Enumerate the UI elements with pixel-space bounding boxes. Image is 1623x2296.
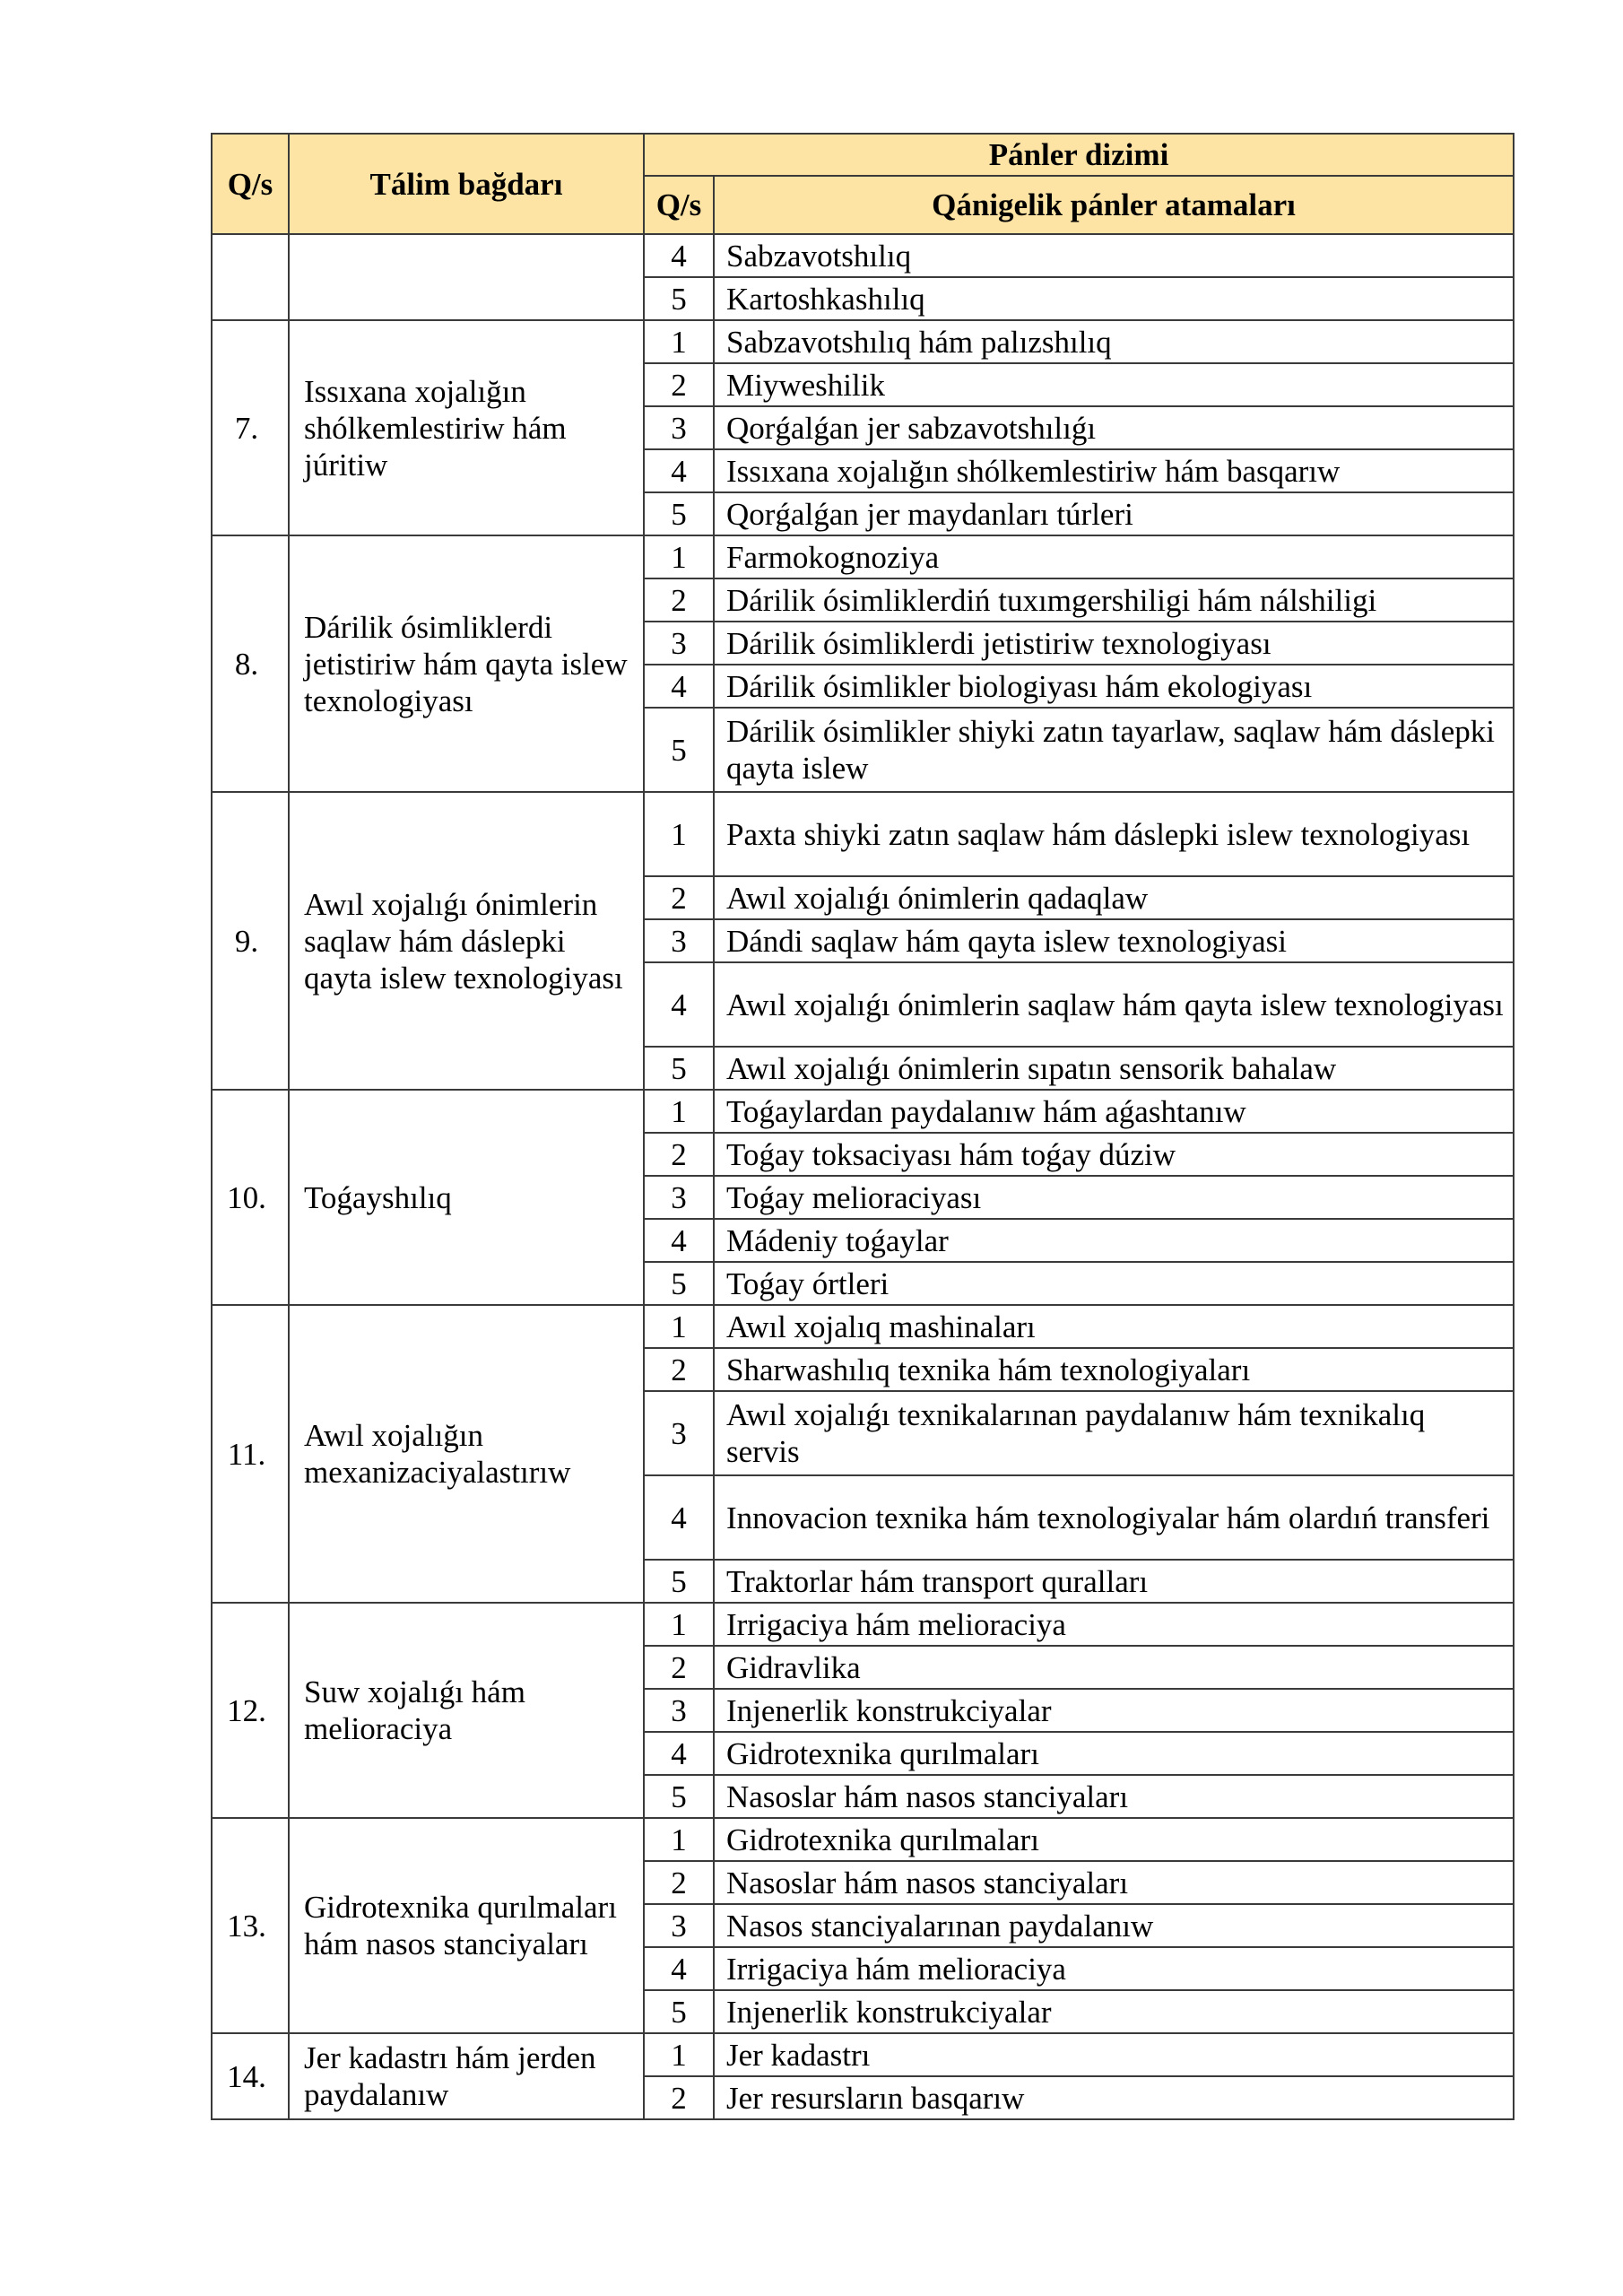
subject-name: Dándi saqlaw hám qayta islew texnologiyasi	[714, 919, 1514, 962]
subject-name: Toǵay órtleri	[714, 1262, 1514, 1305]
direction-number: 11.	[212, 1305, 289, 1603]
table-row	[212, 792, 1514, 876]
direction-name: Suw xojalıǵı hám melioraciya	[289, 1603, 644, 1818]
direction-name: Gidrotexnika qurılmaları hám nasos stanciyaları	[289, 1818, 644, 2033]
subject-name: Awıl xojalıq mashinaları	[714, 1305, 1514, 1348]
subject-name: Sabzavotshılıq hám palızshılıq	[714, 320, 1514, 363]
subject-name: Dárilik ósimlikler biologiyası hám ekologiyası	[714, 665, 1514, 708]
direction-number: 12.	[212, 1603, 289, 1818]
subject-name: Farmokognoziya	[714, 535, 1514, 578]
subject-number: 4	[644, 1475, 714, 1560]
subject-number: 5	[644, 492, 714, 535]
subject-number: 2	[644, 363, 714, 406]
subject-name: Jer kadastrı	[714, 2033, 1514, 2076]
subject-number: 5	[644, 1560, 714, 1603]
subject-number: 1	[644, 792, 714, 876]
subject-number: 4	[644, 962, 714, 1047]
direction-name: Awıl xojalığın mexanizaciyalastırıw	[289, 1305, 644, 1603]
direction-name: Issıxana xojalığın shólkemlestiriw hám júritiw	[289, 320, 644, 535]
direction-number	[212, 234, 289, 320]
direction-number: 8.	[212, 535, 289, 792]
direction-name: Awıl xojalıǵı ónimlerin saqlaw hám dáslepki qayta islew texnologiyası	[289, 792, 644, 1090]
subject-name: Gidrotexnika qurılmaları	[714, 1732, 1514, 1775]
direction-name: Dárilik ósimliklerdi jetistiriw hám qayta islew texnologiyası	[289, 535, 644, 792]
subject-name: Gidrotexnika qurılmaları	[714, 1818, 1514, 1861]
direction-name: Jer kadastrı hám jerden paydalanıw	[289, 2033, 644, 2119]
subject-name: Toǵay melioraciyası	[714, 1176, 1514, 1219]
header-sub-qs: Q/s	[644, 176, 714, 234]
header-subject-names: Qánigelik pánler atamaları	[714, 176, 1514, 234]
subject-name: Awıl xojalıǵı ónimlerin saqlaw hám qayta islew texnologiyası	[714, 962, 1514, 1047]
subject-number: 1	[644, 1603, 714, 1646]
subject-number: 1	[644, 2033, 714, 2076]
subject-number: 3	[644, 622, 714, 665]
subject-name: Injenerlik konstrukciyalar	[714, 1990, 1514, 2033]
curriculum-table	[211, 133, 1515, 2120]
table-body	[212, 234, 1514, 2119]
subject-name: Jer resursların basqarıw	[714, 2076, 1514, 2119]
subject-number: 3	[644, 1904, 714, 1947]
subject-number: 4	[644, 234, 714, 277]
subject-name: Paxta shiyki zatın saqlaw hám dáslepki islew texnologiyası	[714, 792, 1514, 876]
subject-name: Gidravlika	[714, 1646, 1514, 1689]
table-row	[212, 320, 1514, 363]
subject-name: Toǵay toksaciyası hám toǵay dúziw	[714, 1133, 1514, 1176]
direction-name	[289, 234, 644, 320]
subject-number: 5	[644, 1775, 714, 1818]
subject-number: 4	[644, 1219, 714, 1262]
subject-number: 2	[644, 1861, 714, 1904]
subject-number: 3	[644, 919, 714, 962]
subject-number: 5	[644, 708, 714, 792]
subject-number: 3	[644, 406, 714, 449]
table-row	[212, 1090, 1514, 1133]
subject-number: 5	[644, 1047, 714, 1090]
subject-name: Innovacion texnika hám texnologiyalar hám olardıń transferi	[714, 1475, 1514, 1560]
subject-name: Injenerlik konstrukciyalar	[714, 1689, 1514, 1732]
subject-name: Irrigaciya hám melioraciya	[714, 1603, 1514, 1646]
subject-number: 2	[644, 578, 714, 622]
direction-number: 13.	[212, 1818, 289, 2033]
subject-number: 2	[644, 1348, 714, 1391]
subject-number: 2	[644, 876, 714, 919]
direction-number: 9.	[212, 792, 289, 1090]
subject-name: Nasoslar hám nasos stanciyaları	[714, 1861, 1514, 1904]
subject-name: Awıl xojalıǵı ónimlerin qadaqlaw	[714, 876, 1514, 919]
subject-name: Sharwashılıq texnika hám texnologiyaları	[714, 1348, 1514, 1391]
subject-name: Sabzavotshılıq	[714, 234, 1514, 277]
subject-number: 5	[644, 1990, 714, 2033]
subject-name: Nasoslar hám nasos stanciyaları	[714, 1775, 1514, 1818]
subject-number: 1	[644, 1090, 714, 1133]
direction-number: 7.	[212, 320, 289, 535]
subject-number: 3	[644, 1391, 714, 1475]
subject-name: Kartoshkashılıq	[714, 277, 1514, 320]
subject-name: Awıl xojalıǵı ónimlerin sıpatın sensorik bahalaw	[714, 1047, 1514, 1090]
subject-name: Awıl xojalıǵı texnikalarınan paydalanıw hám texnikalıq servis	[714, 1391, 1514, 1475]
subject-name: Dárilik ósimliklerdiń tuxımgershiligi hám nálshiligi	[714, 578, 1514, 622]
subject-number: 3	[644, 1689, 714, 1732]
table-row	[212, 535, 1514, 578]
direction-number: 10.	[212, 1090, 289, 1305]
header-qs: Q/s	[212, 134, 289, 234]
header-subjects-group: Pánler dizimi	[644, 134, 1514, 176]
table-row	[212, 1818, 1514, 1861]
table-header	[212, 134, 1514, 234]
subject-number: 1	[644, 320, 714, 363]
subject-name: Issıxana xojalığın shólkemlestiriw hám basqarıw	[714, 449, 1514, 492]
subject-number: 4	[644, 665, 714, 708]
subject-number: 2	[644, 1133, 714, 1176]
subject-number: 1	[644, 1305, 714, 1348]
subject-name: Nasos stanciyalarınan paydalanıw	[714, 1904, 1514, 1947]
table-row	[212, 1603, 1514, 1646]
subject-number: 4	[644, 1732, 714, 1775]
direction-name: Toǵayshılıq	[289, 1090, 644, 1305]
subject-number: 2	[644, 2076, 714, 2119]
subject-number: 1	[644, 535, 714, 578]
table-row	[212, 2033, 1514, 2076]
subject-name: Irrigaciya hám melioraciya	[714, 1947, 1514, 1990]
header-direction: Tálim bağdarı	[289, 134, 644, 234]
subject-number: 4	[644, 449, 714, 492]
subject-name: Qorǵalǵan jer sabzavotshılıǵı	[714, 406, 1514, 449]
subject-number: 5	[644, 1262, 714, 1305]
table-row	[212, 234, 1514, 277]
subject-name: Toǵaylardan paydalanıw hám aǵashtanıw	[714, 1090, 1514, 1133]
subject-name: Traktorlar hám transport quralları	[714, 1560, 1514, 1603]
subject-name: Dárilik ósimliklerdi jetistiriw texnologiyası	[714, 622, 1514, 665]
subject-number: 1	[644, 1818, 714, 1861]
subject-name: Dárilik ósimlikler shiyki zatın tayarlaw, saqlaw hám dáslepki qayta islew	[714, 708, 1514, 792]
direction-number: 14.	[212, 2033, 289, 2119]
subject-number: 5	[644, 277, 714, 320]
subject-name: Qorǵalǵan jer maydanları túrleri	[714, 492, 1514, 535]
subject-name: Miyweshilik	[714, 363, 1514, 406]
subject-name: Mádeniy toǵaylar	[714, 1219, 1514, 1262]
subject-number: 2	[644, 1646, 714, 1689]
subject-number: 4	[644, 1947, 714, 1990]
subject-number: 3	[644, 1176, 714, 1219]
table-row	[212, 1305, 1514, 1348]
